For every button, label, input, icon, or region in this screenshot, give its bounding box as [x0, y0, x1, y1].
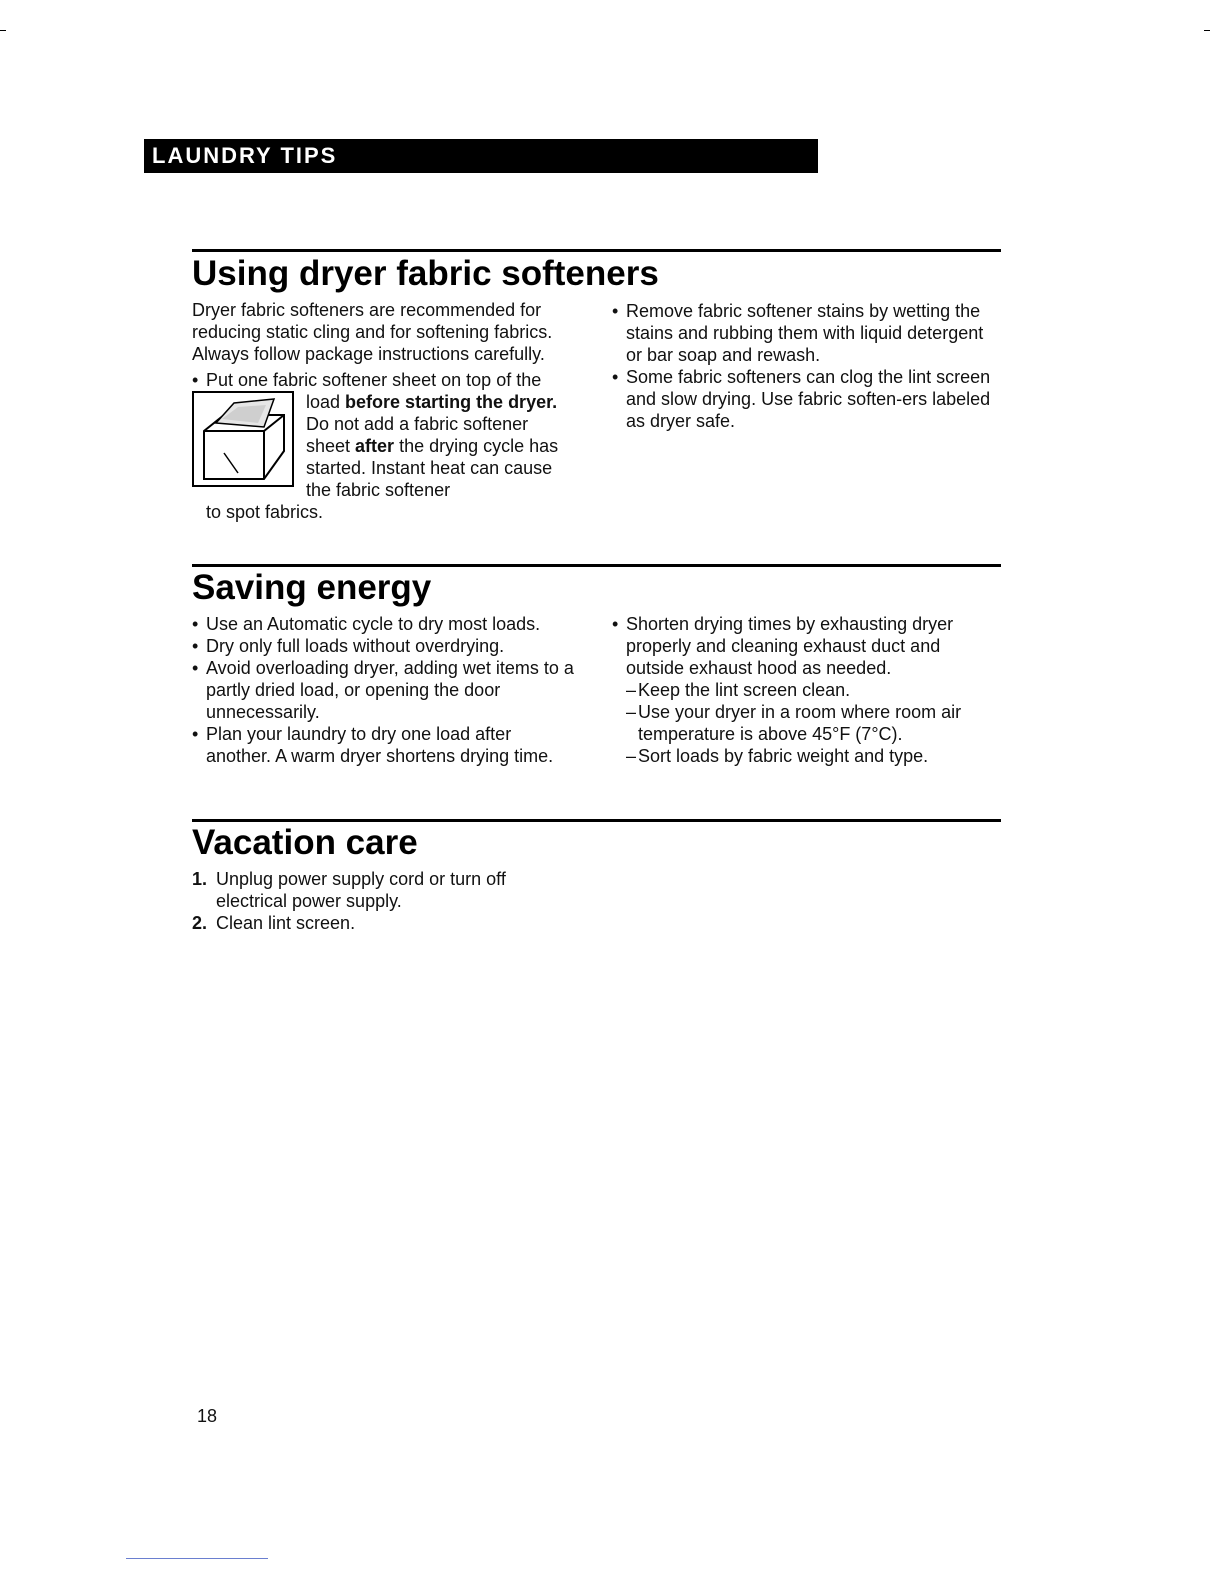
energy-right-column: [612, 613, 1002, 767]
scan-mark: [1204, 30, 1210, 31]
step-number: 1.: [192, 869, 208, 889]
page-number: 18: [197, 1406, 218, 1426]
list-item: • Shorten drying times by exhausting dryer properly and cleaning exhaust duct and outside exhaust hood as needed.: [612, 613, 1002, 679]
list-item: • Remove fabric softener stains by wetting the stains and rubbing them with liquid detergent or bar soap and rewash.: [612, 300, 997, 366]
softeners-right-column: [612, 300, 997, 432]
softeners-intro: Dryer fabric softeners are recommended for reducing static cling and for softening fabrics. Always follow package instructions carefully.: [192, 300, 553, 364]
figure-row: [192, 391, 577, 501]
put-sheet-text: [306, 391, 574, 501]
section-banner: LAUNDRY TIPS: [144, 139, 818, 173]
step-text: Unplug power supply cord or turn off electrical power supply.: [216, 869, 506, 911]
list-item: – Keep the lint screen clean.: [626, 679, 1002, 701]
put-sheet-tail: to spot fabrics.: [206, 502, 324, 522]
vacation-steps: [192, 868, 552, 934]
section-title-energy: Saving energy: [192, 568, 432, 607]
put-sheet-load: load: [306, 392, 346, 412]
put-sheet-start: Put one fabric softener sheet on top of the: [206, 370, 542, 390]
list-item: • Use an Automatic cycle to dry most loads.: [192, 613, 577, 635]
list-item: [192, 912, 552, 934]
list-item: • Dry only full loads without overdrying.: [192, 635, 577, 657]
put-sheet-mid: Do not add a fabric softener sheet: [306, 414, 529, 456]
put-sheet-paragraph: [306, 391, 574, 501]
list-item: • Plan your laundry to dry one load after another. A warm dryer shortens drying time.: [192, 723, 577, 767]
step-number: 2.: [192, 913, 208, 933]
step-text: Clean lint screen.: [216, 913, 356, 933]
list-item: • Avoid overloading dryer, adding wet items to a partly dried load, or opening the door unnecessarily.: [192, 657, 577, 723]
put-sheet-bold-before: before starting the dryer.: [345, 392, 558, 412]
section-title-softeners: Using dryer fabric softeners: [192, 254, 659, 293]
list-item: • Some fabric softeners can clog the lint screen and slow drying. Use fabric soften-ers labeled as dryer safe.: [612, 366, 997, 432]
softeners-bullet-put-sheet: [192, 369, 577, 391]
list-item: [192, 868, 552, 912]
softeners-left-column: [192, 299, 577, 523]
list-item: – Use your dryer in a room where room air temperature is above 45°F (7°C).: [626, 701, 1002, 745]
list-item: – Sort loads by fabric weight and type.: [626, 745, 1002, 767]
scan-artifact-line: [126, 1558, 268, 1559]
dash-list: [612, 679, 1002, 767]
section-title-vacation: Vacation care: [192, 823, 418, 862]
energy-left-column: [192, 613, 577, 767]
put-sheet-bold-after: after: [355, 436, 395, 456]
dryer-sheet-illustration-icon: [192, 391, 294, 487]
section-rule: [192, 819, 1001, 822]
section-rule: [192, 564, 1001, 567]
section-rule: [192, 249, 1001, 252]
put-sheet-end: the drying cycle has started. Instant heat can cause the fabric softener: [306, 436, 559, 500]
scan-mark: [0, 30, 6, 31]
